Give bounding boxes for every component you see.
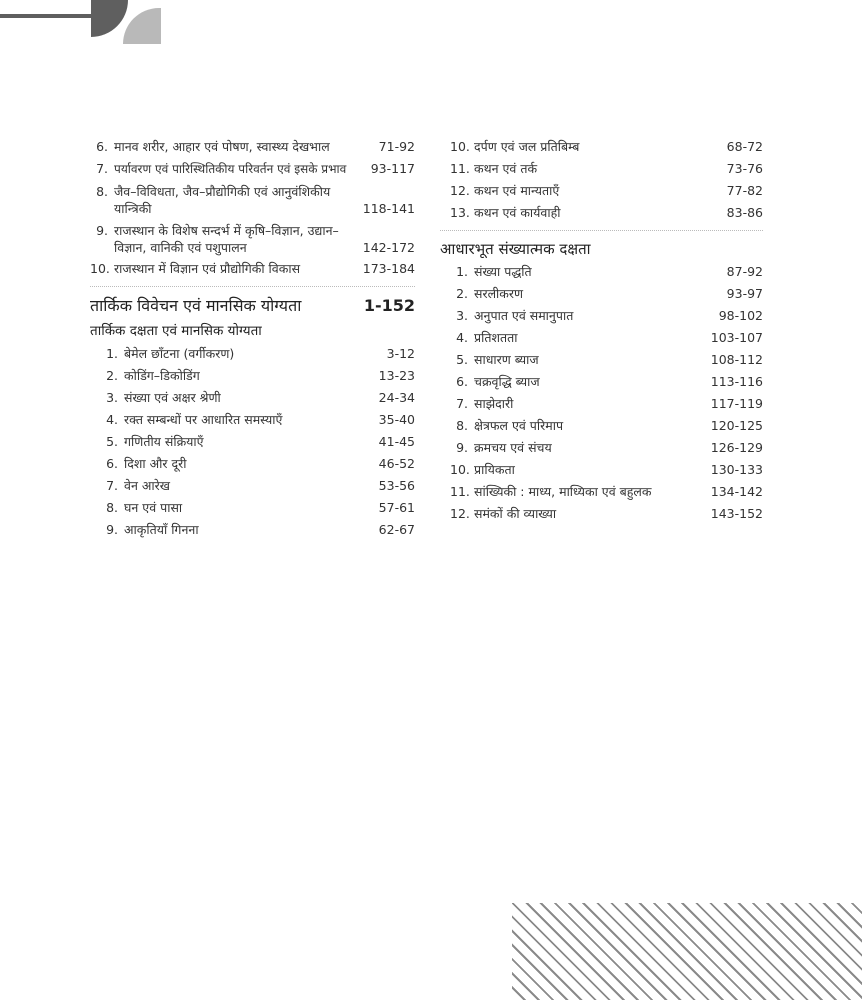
item-title: दर्पण एवं जल प्रतिबिम्ब xyxy=(474,139,580,154)
item-title: चक्रवृद्धि ब्याज xyxy=(474,374,540,389)
item-title: राजस्थान के विशेष सन्दर्भ में कृषि–विज्ञान, उद्यान–विज्ञान, वानिकी एवं पशुपालन xyxy=(114,223,339,255)
item-number: 8. xyxy=(96,184,108,199)
decorative-top-line xyxy=(0,14,92,18)
item-number: 10. xyxy=(450,139,470,154)
item-pages: 113-116 xyxy=(710,374,763,389)
item-number: 6. xyxy=(96,139,108,154)
item-pages: 93-97 xyxy=(726,286,763,301)
item-number: 2. xyxy=(106,368,118,383)
item-number: 8. xyxy=(456,418,468,433)
item-title: प्रायिकता xyxy=(474,462,515,477)
section-heading[interactable] xyxy=(90,293,415,319)
decorative-quarter-circle-dark xyxy=(91,0,128,37)
item-pages: 13-23 xyxy=(378,368,415,383)
item-number: 6. xyxy=(106,456,118,471)
item-title: कथन एवं कार्यवाही xyxy=(474,205,561,220)
item-title: दिशा और दूरी xyxy=(124,456,187,471)
toc-list-numerical xyxy=(440,261,763,525)
section-title: तार्किक विवेचन एवं मानसिक योग्यता xyxy=(90,296,302,315)
item-pages: 130-133 xyxy=(710,462,763,477)
decorative-quarter-circle-light xyxy=(123,8,161,44)
toc-row[interactable] xyxy=(440,305,763,327)
subsection-heading: आधारभूत संख्यात्मक दक्षता xyxy=(440,240,591,258)
item-number: 2. xyxy=(456,286,468,301)
toc-right-column xyxy=(440,136,763,525)
item-pages: 87-92 xyxy=(726,264,763,279)
item-pages: 68-72 xyxy=(726,139,763,154)
toc-row[interactable] xyxy=(90,409,415,431)
item-title: सरलीकरण xyxy=(474,286,524,301)
item-pages: 142-172 xyxy=(362,240,415,255)
toc-row[interactable] xyxy=(90,453,415,475)
toc-row[interactable] xyxy=(90,497,415,519)
item-number: 4. xyxy=(106,412,118,427)
item-title: पर्यावरण एवं पारिस्थितिकीय परिवर्तन एवं इसके प्रभाव xyxy=(114,162,347,176)
toc-row[interactable] xyxy=(440,459,763,481)
item-number: 4. xyxy=(456,330,468,345)
item-title: संख्या पद्धति xyxy=(474,264,532,279)
item-number: 1. xyxy=(456,264,468,279)
section-pages: 1-152 xyxy=(363,296,415,315)
item-number: 3. xyxy=(456,308,468,323)
item-number: 1. xyxy=(106,346,118,361)
item-pages: 108-112 xyxy=(710,352,763,367)
item-number: 5. xyxy=(106,434,118,449)
toc-row[interactable] xyxy=(440,283,763,305)
toc-row[interactable] xyxy=(90,431,415,453)
item-pages: 71-92 xyxy=(378,139,415,154)
item-number: 13. xyxy=(450,205,470,220)
toc-list-reasoning xyxy=(90,343,415,541)
item-number: 10. xyxy=(90,261,110,276)
item-pages: 62-67 xyxy=(378,522,415,537)
toc-row[interactable] xyxy=(90,387,415,409)
toc-list-reasoning-continued xyxy=(440,136,763,224)
item-number: 12. xyxy=(450,183,470,198)
toc-row[interactable] xyxy=(90,258,415,280)
item-title: घन एवं पासा xyxy=(124,500,183,515)
item-title: कथन एवं मान्यताएँ xyxy=(474,183,560,198)
toc-left-column xyxy=(90,136,415,541)
toc-list-science xyxy=(90,136,415,280)
item-pages: 93-117 xyxy=(370,161,415,176)
item-number: 11. xyxy=(450,484,470,499)
toc-row[interactable] xyxy=(90,180,415,219)
toc-row[interactable] xyxy=(90,158,415,180)
item-pages: 126-129 xyxy=(710,440,763,455)
item-number: 10. xyxy=(450,462,470,477)
item-pages: 103-107 xyxy=(710,330,763,345)
decorative-hatch-pattern xyxy=(512,903,862,1000)
item-title: रक्त सम्बन्धों पर आधारित समस्याएँ xyxy=(124,412,283,427)
item-title: सांख्यिकी : माध्य, माध्यिका एवं बहुलक xyxy=(474,484,652,499)
item-number: 7. xyxy=(106,478,118,493)
item-title: वेन आरेख xyxy=(124,478,170,493)
item-number: 8. xyxy=(106,500,118,515)
item-number: 9. xyxy=(96,223,108,238)
item-title: समंकों की व्याख्या xyxy=(474,506,557,521)
toc-row[interactable] xyxy=(440,437,763,459)
item-pages: 117-119 xyxy=(710,396,763,411)
dotted-divider xyxy=(90,286,415,287)
item-title: संख्या एवं अक्षर श्रेणी xyxy=(124,390,221,405)
item-number: 11. xyxy=(450,161,470,176)
item-number: 7. xyxy=(456,396,468,411)
toc-row[interactable] xyxy=(90,365,415,387)
item-title: बेमेल छाँटना (वर्गीकरण) xyxy=(124,346,235,361)
item-title: कथन एवं तर्क xyxy=(474,161,538,176)
item-pages: 173-184 xyxy=(362,261,415,276)
toc-row[interactable] xyxy=(440,180,763,202)
toc-row[interactable] xyxy=(440,327,763,349)
item-pages: 46-52 xyxy=(378,456,415,471)
item-title: आकृतियाँ गिनना xyxy=(124,522,199,537)
item-pages: 77-82 xyxy=(726,183,763,198)
item-pages: 35-40 xyxy=(378,412,415,427)
toc-row[interactable] xyxy=(440,503,763,525)
item-pages: 3-12 xyxy=(386,346,415,361)
toc-row[interactable] xyxy=(440,202,763,224)
item-number: 9. xyxy=(456,440,468,455)
toc-row[interactable] xyxy=(90,136,415,158)
item-number: 12. xyxy=(450,506,470,521)
subsection-heading: तार्किक दक्षता एवं मानसिक योग्यता xyxy=(90,323,262,339)
item-number: 6. xyxy=(456,374,468,389)
item-pages: 73-76 xyxy=(726,161,763,176)
item-pages: 118-141 xyxy=(362,201,415,216)
toc-row[interactable] xyxy=(440,261,763,283)
toc-row[interactable] xyxy=(440,393,763,415)
item-title: जैव–विविधता, जैव–प्रौद्योगिकी एवं आनुवंशिकीय यान्त्रिकी xyxy=(114,184,331,216)
item-title: गणितीय संक्रियाएँ xyxy=(124,434,204,449)
item-pages: 41-45 xyxy=(378,434,415,449)
dotted-divider xyxy=(440,230,763,231)
item-number: 7. xyxy=(96,161,108,176)
toc-row[interactable] xyxy=(440,158,763,180)
item-number: 3. xyxy=(106,390,118,405)
item-title: प्रतिशतता xyxy=(474,330,518,345)
toc-row[interactable] xyxy=(440,349,763,371)
item-title: क्रमचय एवं संचय xyxy=(474,440,552,455)
item-title: राजस्थान में विज्ञान एवं प्रौद्योगिकी विकास xyxy=(114,261,301,276)
item-pages: 53-56 xyxy=(378,478,415,493)
item-title: साधारण ब्याज xyxy=(474,352,539,367)
item-pages: 120-125 xyxy=(710,418,763,433)
item-title: अनुपात एवं समानुपात xyxy=(474,308,574,323)
toc-row[interactable] xyxy=(440,481,763,503)
item-number: 5. xyxy=(456,352,468,367)
toc-row[interactable] xyxy=(90,475,415,497)
item-title: मानव शरीर, आहार एवं पोषण, स्वास्थ्य देखभाल xyxy=(114,139,330,154)
toc-row[interactable] xyxy=(90,219,415,258)
item-number: 9. xyxy=(106,522,118,537)
item-title: क्षेत्रफल एवं परिमाप xyxy=(474,418,564,433)
item-pages: 143-152 xyxy=(710,506,763,521)
toc-row[interactable] xyxy=(440,136,763,158)
item-pages: 83-86 xyxy=(726,205,763,220)
item-title: कोडिंग–डिकोडिंग xyxy=(124,368,200,383)
item-title: साझेदारी xyxy=(474,396,514,411)
toc-row[interactable] xyxy=(440,371,763,393)
item-pages: 134-142 xyxy=(710,484,763,499)
toc-row[interactable] xyxy=(440,415,763,437)
item-pages: 57-61 xyxy=(378,500,415,515)
toc-row[interactable] xyxy=(90,343,415,365)
item-pages: 24-34 xyxy=(378,390,415,405)
item-pages: 98-102 xyxy=(718,308,763,323)
toc-row[interactable] xyxy=(90,519,415,541)
